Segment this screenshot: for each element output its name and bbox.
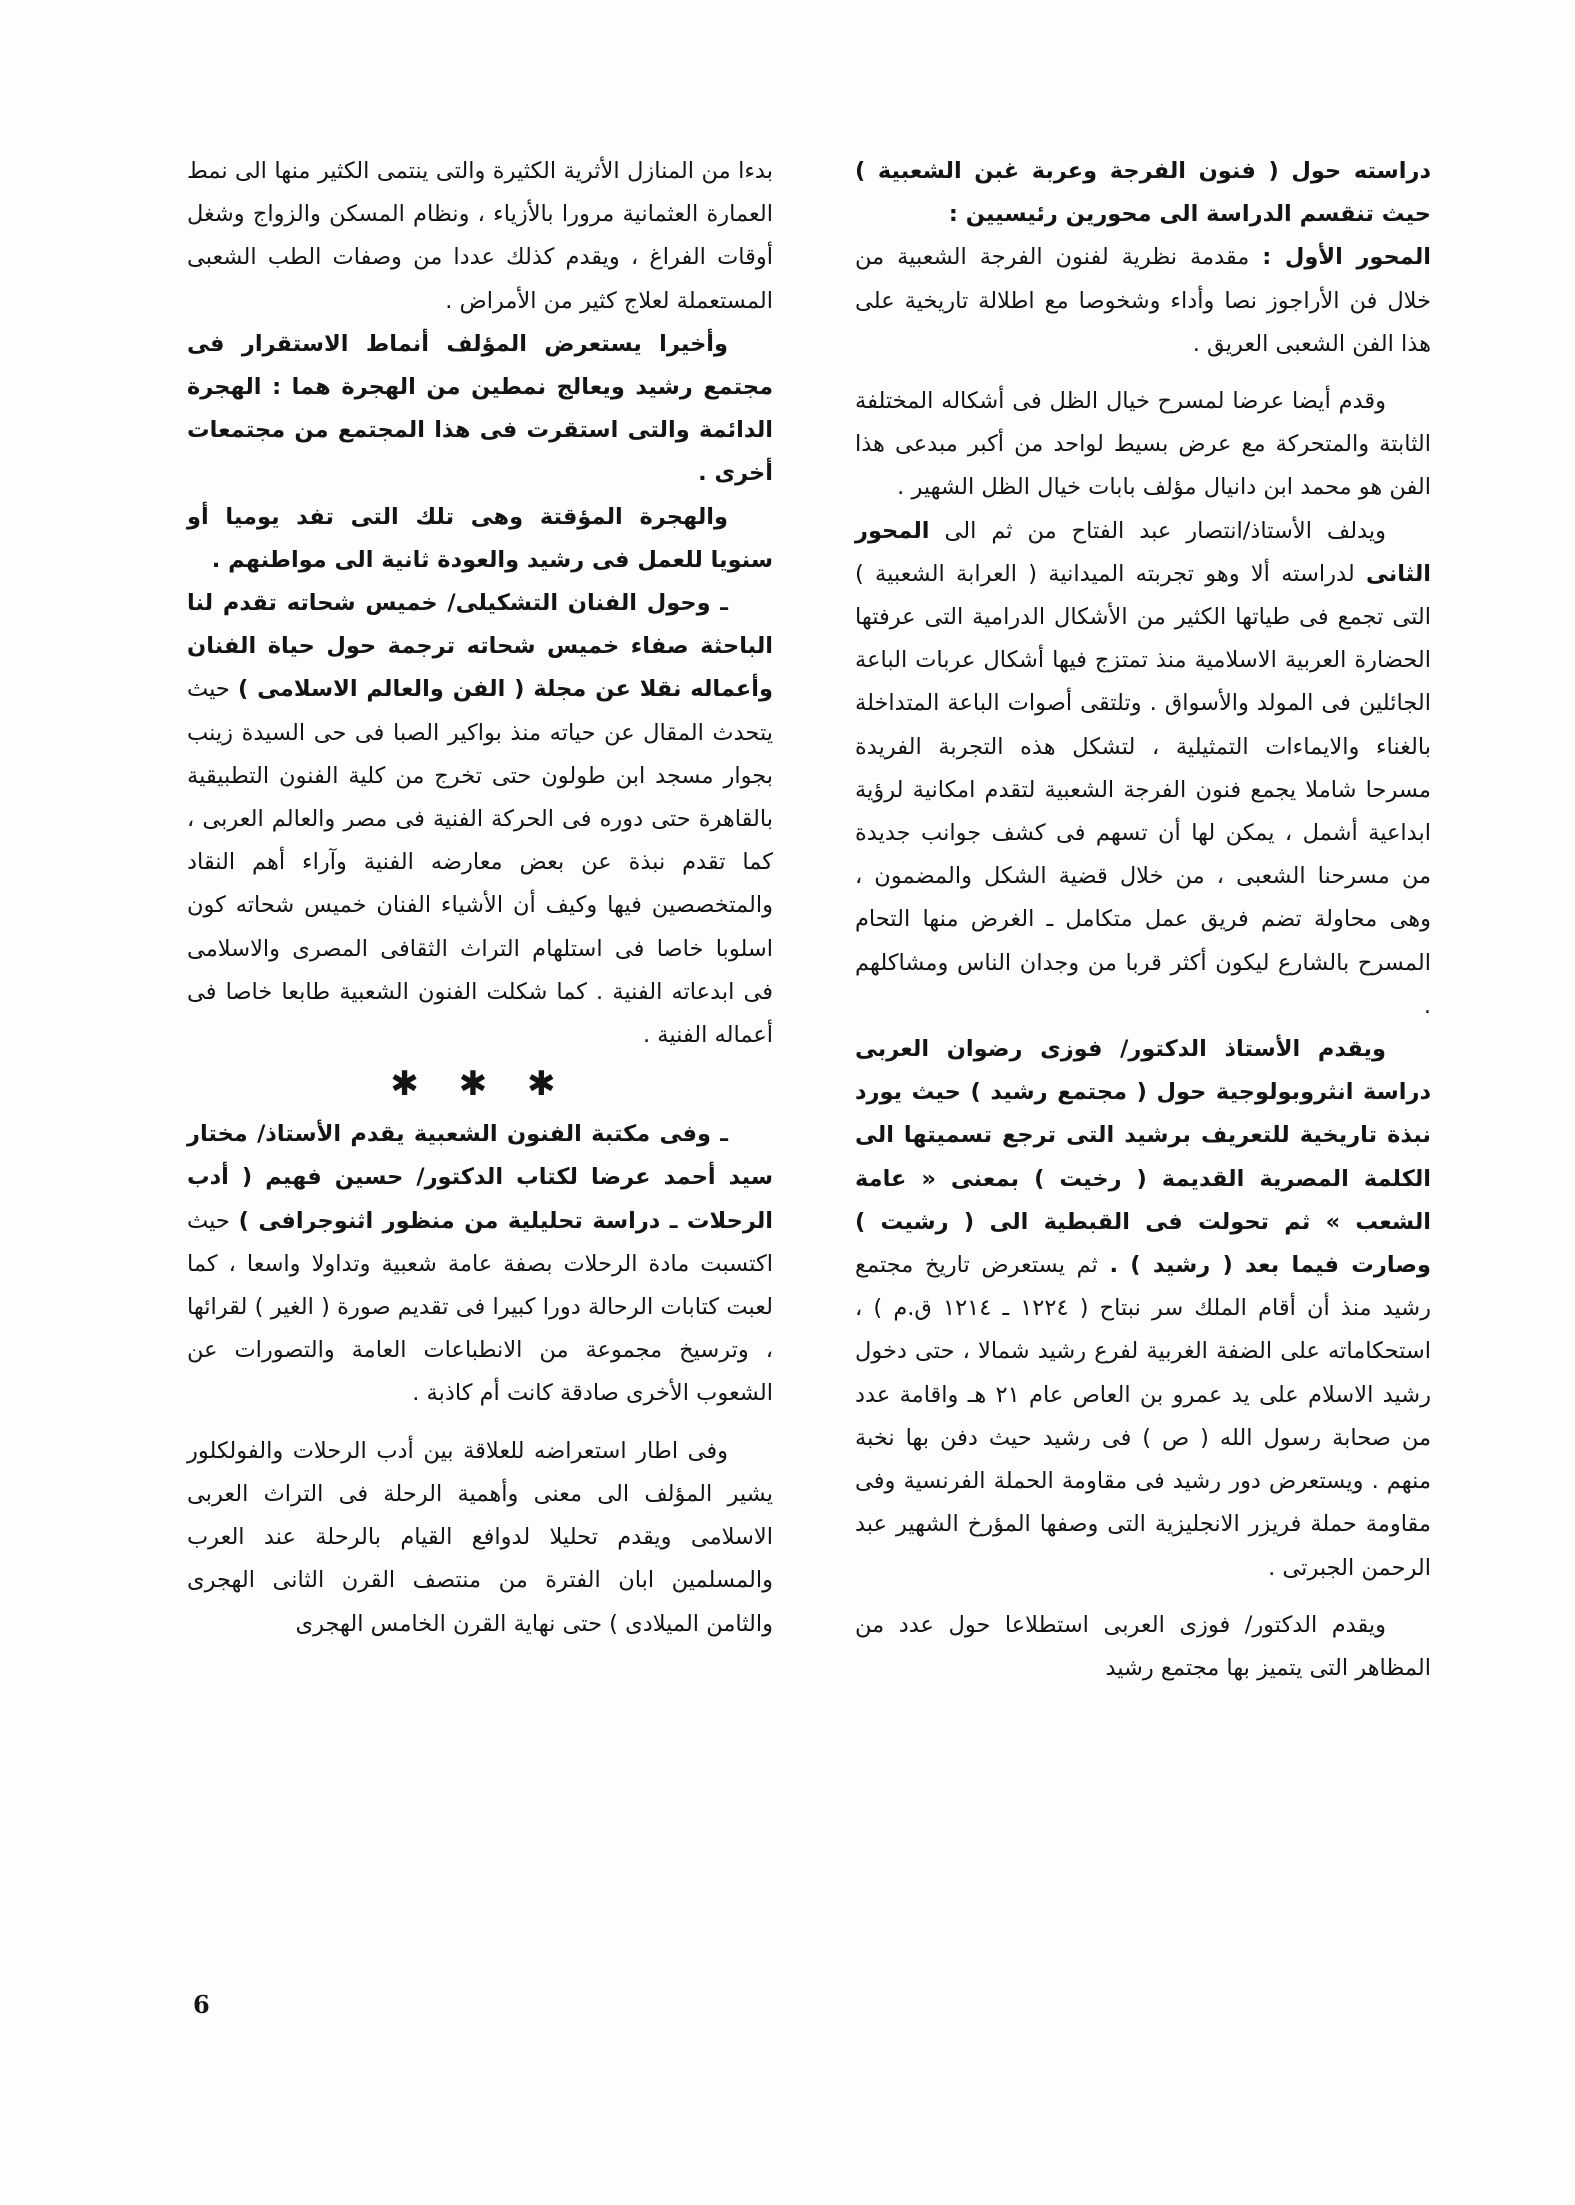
right-column [855,150,1431,1690]
section-divider-stars: ✱ ✱ ✱ [390,1064,570,1105]
paragraph-folklore-relation: وفى اطار استعراضه للعلاقة بين أدب الرحلات والفولكلور يشير المؤلف الى معنى وأهمية الرحلة فى التراث العربى الاسلامى ويقدم تحليلا لدوافع القيام بالرحلة عند العرب والمسلمين ابان الفترة من منتصف القرن الثانى الهجرى والثامن الميلادى ) حتى نهاية القرن الخامس الهجرى [187,1437,773,1637]
first-axis-text: مقدمة نظرية لفنون الفرجة الشعبية من خلال فن الأراجوز نصا وأداء وشخوصا مع اطلالة تاريخية على هذا الفن الشعبى العريق . [855,244,1431,357]
second-axis-heading: المحور الثانى [855,517,1431,587]
paragraph-artist-khamis [187,582,773,1057]
first-axis-heading: المحور الأول : [1262,244,1432,271]
rashid-study-text: ثم يستعرض تاريخ مجتمع رشيد منذ أن أقام الملك سر نبتاح ( ١٢٢٤ ـ ١٢١٤ ق.م ) ، استحكاماته على الضفة الغربية لفرع رشيد شمالا ، حتى دخول رشيد الاسلام على يد عمرو بن العاص عام ٢١ هـ واقامة عدد من صحابة رسول الله ( ص ) فى رشيد حيث دفن بها نخبة منهم . ويستعرض دور رشيد فى مقاومة الحملة الفرنسية وفى مقاومة حملة فريزر الانجليزية التى وصفها المؤرخ الشهير عبد الرحمن الجبرتى . [855,1252,1431,1581]
travel-literature-text: حيث اكتسبت مادة الرحلات بصفة عامة شعبية وتداولا واسعا ، كما لعبت كتابات الرحالة دورا كبيرا فى تقديم صورة ( الغير ) لقرائها ، وترسيخ مجموعة من الانطباعات العامة والتصورات عن الشعوب الأخرى صادقة كانت أم كاذبة . [187,1207,773,1407]
paragraph-first-axis [855,236,1431,366]
artist-khamis-text: حيث يتحدث المقال عن حياته منذ بواكير الصبا فى حى السيدة زينب بجوار مسجد ابن طولون حتى تخرج من كلية الفنون التطبيقية بالقاهرة حتى دوره فى الحركة الفنية فى مصر والعالم العربى ، كما تقدم نبذة عن بعض معارضه الفنية وآراء أهم النقاد والمتخصصين فيها وكيف أن الأشياء الفنان خميس شحاته كون اسلوبا خاصا فى استلهام التراث الثقافى المصرى والاسلامى فى ابدعاته الفنية . كما شكلت الفنون الشعبية طابعا خاصا فى أعماله الفنية . [187,676,773,1049]
second-axis-intro: ويدلف الأستاذ/انتصار عبد الفتاح من ثم الى [944,517,1386,544]
paragraph-migration-patterns: وأخيرا يستعرض المؤلف أنماط الاستقرار فى مجتمع رشيد ويعالج نمطين من الهجرة هما : الهجرة الدائمة والتى استقرت فى هذا المجتمع من مجتمعات أخرى . [187,330,773,487]
left-column [187,150,773,1646]
page-number: 6 [193,1990,210,2019]
paragraph-travel-literature [187,1113,773,1415]
paragraph-rashid-survey: ويقدم الدكتور/ فوزى العربى استطلاعا حول عدد من المظاهر التى يتميز بها مجتمع رشيد [855,1611,1431,1681]
paragraph-temporary-migration: والهجرة المؤقتة وهى تلك التى تفد يوميا أو سنويا للعمل فى رشيد والعودة ثانية الى مواطنهم . [187,503,773,573]
paragraph-second-axis [855,510,1431,1028]
rashid-study-heading: ويقدم الأستاذ الدكتور/ فوزى رضوان العربى دراسة انثروبولوجية حول ( مجتمع رشيد ) حيث يورد نبذة تاريخية للتعريف برشيد التى ترجع تسميتها الى الكلمة المصرية القديمة ( رخيت ) بمعنى « عامة الشعب » ثم تحولت فى القبطية الى ( رشيت ) وصارت فيما بعد ( رشيد ) . [855,1036,1431,1279]
artist-khamis-heading: ـ وحول الفنان التشكيلى/ خميس شحاته تقدم لنا الباحثة صفاء خميس شحاته ترجمة حول حياة الفنان وأعماله نقلا عن مجلة ( الفن والعالم الاسلامى ) [187,590,773,703]
second-axis-text: لدراسته ألا وهو تجربته الميدانية ( العرابة الشعبية ) التى تجمع فى طياتها الكثير من الأشكال الدرامية التى عرفتها الحضارة العربية الاسلامية منذ تمتزج فيها أشكال عربات الباعة الجائلين فى المولد والأسواق . وتلتقى أصوات الباعة المتداخلة بالغناء والايماءات التمثيلية ، لتشكل هذه التجربة الفريدة مسرحا شاملا يجمع فنون الفرجة الشعبية لتقدم امكانية لرؤية ابداعية أشمل ، يمكن لها أن تسهم فى كشف جوانب جديدة من مسرحنا الشعبى ، من خلال قضية الشكل والمضمون ، وهى محاولة تضم فريق عمل متكامل ـ الغرض منها التحام المسرح بالشارع ليكون أكثر قربا من وجدان الناس ومشاكلهم . [855,560,1431,1019]
paragraph-rashid-study [855,1028,1431,1590]
travel-literature-heading: ـ وفى مكتبة الفنون الشعبية يقدم الأستاذ/ مختار سيد أحمد عرضا لكتاب الدكتور/ حسين فهيم ( أدب الرحلات ـ دراسة تحليلية من منظور اثنوجرافى ) [187,1121,773,1234]
paragraph-shadow-theatre: وقدم أيضا عرضا لمسرح خيال الظل فى أشكاله المختلفة الثابتة والمتحركة مع عرض بسيط لواحد من أكبر مبدعى هذا الفن هو محمد ابن دانيال مؤلف بابات خيال الظل الشهير . [855,388,1431,501]
paragraph-heritage-houses: بدءا من المنازل الأثرية الكثيرة والتى ينتمى الكثير منها الى نمط العمارة العثمانية مرورا بالأزياء ، ونظام المسكن والزواج وشغل أوقات الفراغ ، ويقدم كذلك عددا من وصفات الطب الشعبى المستعملة لعلاج كثير من الأمراض . [187,158,773,314]
paragraph-intro-study: دراسته حول ( فنون الفرجة وعربة غبن الشعبية ) حيث تنقسم الدراسة الى محورين رئيسيين : [855,158,1431,228]
